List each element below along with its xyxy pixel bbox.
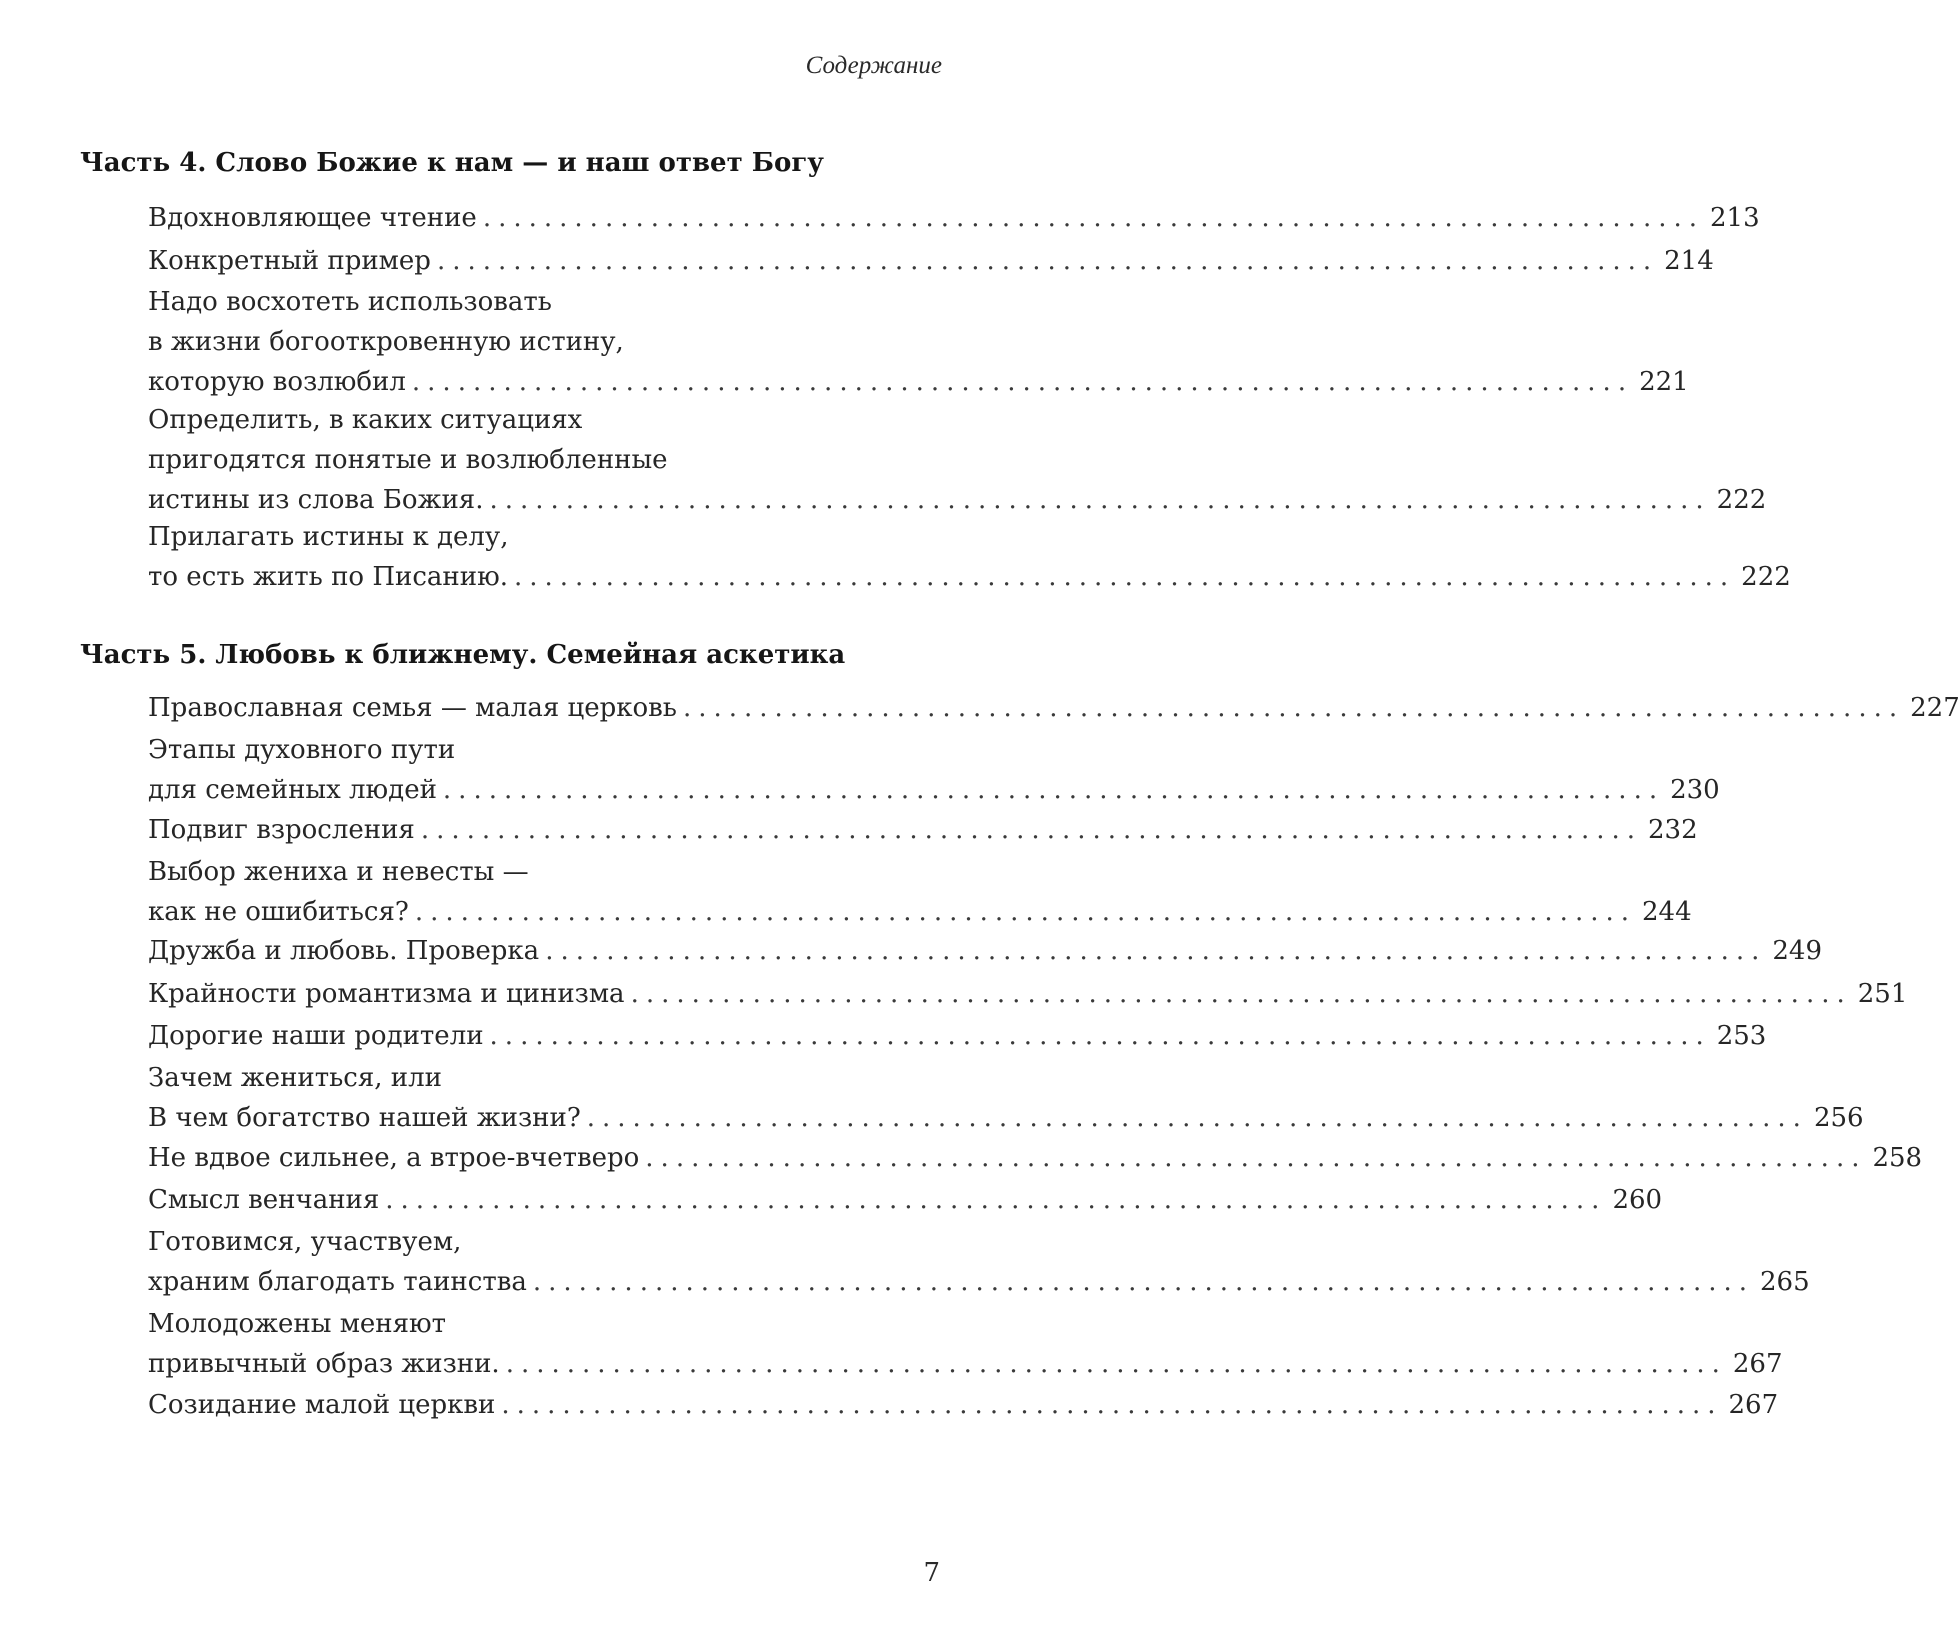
entry-title: Православная семья — малая церковь <box>148 693 677 723</box>
entry-page-number: 213 <box>1710 203 1760 233</box>
entry-title-line: Определить, в каких ситуациях <box>148 405 583 435</box>
toc-entry[interactable] <box>148 400 1767 520</box>
dot-leader: ................................................................................ <box>532 1267 1755 1297</box>
toc-entry[interactable] <box>148 1016 1767 1056</box>
entry-title: Конкретный пример <box>148 246 431 276</box>
entry-title: Подвиг взросления <box>148 815 415 845</box>
entry-page-number: 249 <box>1772 936 1822 966</box>
entry-page-number: 230 <box>1670 775 1720 805</box>
entry-title-line: Прилагать истины к делу, <box>148 522 509 552</box>
toc-entry[interactable] <box>148 1058 1864 1138</box>
entry-page-number: 256 <box>1813 1103 1864 1133</box>
dot-leader: ................................................................................ <box>489 1021 1711 1051</box>
toc-entry[interactable] <box>148 810 1698 850</box>
entry-page-number: 221 <box>1639 367 1689 397</box>
dot-leader: ................................................................................ <box>545 936 1767 966</box>
entry-page-number: 244 <box>1642 897 1692 927</box>
dot-leader: ................................................................................ <box>505 1349 1727 1379</box>
toc-entry[interactable] <box>148 931 1822 971</box>
entry-title-line: Готовимся, участвуем, <box>148 1227 462 1257</box>
dot-leader: ................................................................................ <box>420 815 1643 845</box>
toc-entry[interactable] <box>148 852 1692 932</box>
dot-leader: ................................................................................ <box>682 693 1905 723</box>
entry-title: Не вдвое сильнее, а втрое-вчетверо <box>148 1143 640 1173</box>
entry-title: Вдохновляющее чтение <box>148 203 477 233</box>
entry-page-number: 214 <box>1664 246 1714 276</box>
toc-entry[interactable] <box>148 198 1760 238</box>
entry-title-line: Зачем жениться, или <box>148 1063 442 1093</box>
dot-leader: ................................................................................ <box>513 562 1736 592</box>
entry-page-number: 222 <box>1741 562 1791 592</box>
entry-title: В чем богатство нашей жизни? <box>148 1103 581 1133</box>
toc-entry[interactable] <box>148 688 1960 728</box>
dot-leader: ................................................................................ <box>645 1143 1867 1173</box>
dot-leader: ................................................................................ <box>482 203 1704 233</box>
entry-title: Дорогие наши родители <box>148 1021 484 1051</box>
page-number: 7 <box>923 1558 940 1588</box>
dot-leader: ................................................................................ <box>436 246 1659 276</box>
entry-page-number: 222 <box>1716 485 1767 515</box>
dot-leader: ................................................................................ <box>489 485 1711 515</box>
toc-entry[interactable] <box>148 974 1908 1014</box>
entry-page-number: 260 <box>1612 1185 1663 1215</box>
section-title-part-4: Часть 4. Слово Божие к нам — и наш ответ Богу <box>80 148 824 178</box>
entry-title-line: Молодожены меняют <box>148 1309 447 1339</box>
toc-entry[interactable] <box>148 517 1791 597</box>
dot-leader: ................................................................................ <box>442 775 1665 805</box>
dot-leader: ................................................................................ <box>630 979 1852 1009</box>
toc-entry[interactable] <box>148 1222 1810 1302</box>
entry-title: Созидание малой церкви <box>148 1390 496 1420</box>
entry-title: Смысл венчания <box>148 1185 380 1215</box>
section-title-part-5: Часть 5. Любовь к ближнему. Семейная аскетика <box>80 640 846 670</box>
entry-page-number: 227 <box>1910 693 1960 723</box>
entry-page-number: 232 <box>1648 815 1698 845</box>
entry-page-number: 265 <box>1760 1267 1810 1297</box>
entry-title-line: Надо восхотеть использовать <box>148 287 552 317</box>
toc-entry[interactable] <box>148 1385 1779 1425</box>
entry-page-number: 253 <box>1716 1021 1767 1051</box>
dot-leader: ................................................................................ <box>385 1185 1607 1215</box>
entry-title: привычный образ жизни. <box>148 1349 500 1379</box>
entry-title: Крайности романтизма и цинизма <box>148 979 625 1009</box>
entry-page-number: 251 <box>1857 979 1908 1009</box>
entry-title-line: пригодятся понятые и возлюбленные <box>148 445 668 475</box>
entry-title: Дружба и любовь. Проверка <box>148 936 540 966</box>
entry-title: храним благодать таинства <box>148 1267 527 1297</box>
running-head: Содержание <box>805 52 942 79</box>
toc-entry[interactable] <box>148 730 1720 810</box>
entry-page-number: 267 <box>1728 1390 1779 1420</box>
entry-title: то есть жить по Писанию. <box>148 562 508 592</box>
entry-title: которую возлюбил <box>148 367 406 397</box>
entry-page-number: 258 <box>1872 1143 1923 1173</box>
toc-entry[interactable] <box>148 1180 1663 1220</box>
entry-title: истины из слова Божия. <box>148 485 484 515</box>
entry-title-line: Этапы духовного пути <box>148 735 456 765</box>
toc-entry[interactable] <box>148 241 1714 281</box>
toc-entry[interactable] <box>148 1304 1783 1384</box>
entry-title-line: в жизни богооткровенную истину, <box>148 327 624 357</box>
entry-title: для семейных людей <box>148 775 437 805</box>
entry-title-line: Выбор жениха и невесты — <box>148 857 529 887</box>
toc-entry[interactable] <box>148 1138 1923 1178</box>
dot-leader: ................................................................................ <box>586 1103 1808 1133</box>
dot-leader: ................................................................................ <box>501 1390 1723 1420</box>
toc-entry[interactable] <box>148 282 1689 402</box>
entry-page-number: 267 <box>1732 1349 1783 1379</box>
entry-title: как не ошибиться? <box>148 897 409 927</box>
dot-leader: ................................................................................ <box>414 897 1636 927</box>
dot-leader: ................................................................................ <box>411 367 1634 397</box>
